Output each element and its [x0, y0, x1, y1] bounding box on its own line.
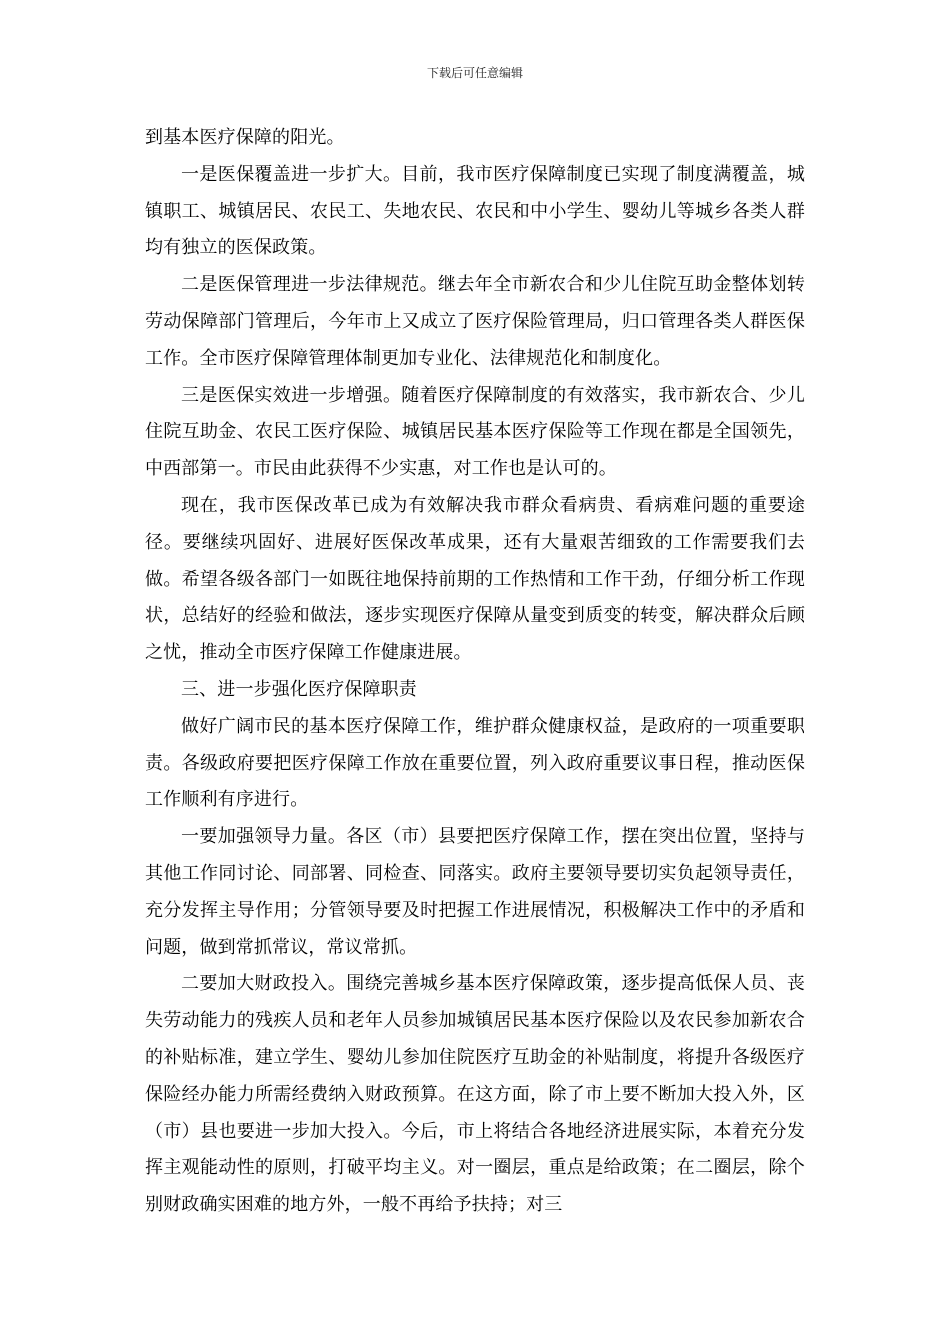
page-header: 下载后可任意编辑 [426, 66, 523, 80]
paragraph: 做好广阔市民的基本医疗保障工作，维护群众健康权益，是政府的一项重要职责。各级政府要把医疗保障工作放在重要位置，列入政府重要议事日程，推动医保工作顺利有序进行。 [145, 715, 805, 811]
paragraph: 到基本医疗保障的阳光。 [145, 127, 345, 148]
paragraph: 三是医保实效进一步增强。随着医疗保障制度的有效落实，我市新农合、少儿住院互助金、农民工医疗保险、城镇居民基本医疗保险等工作现在都是全国领先，中西部第一。市民由此获得不少实惠，对工作也是认可的。 [145, 384, 805, 480]
paragraph: 现在，我市医保改革已成为有效解决我市群众看病贵、看病难问题的重要途径。要继续巩固好、进展好医保改革成果，还有大量艰苦细致的工作需要我们去做。希望各级各部门一如既往地保持前期的工作热情和工作干劲，仔细分析工作现状，总结好的经验和做法，逐步实现医疗保障从量变到质变的转变，解决群众后顾之忧，推动全市医疗保障工作健康进展。 [145, 494, 805, 664]
paragraph: 二要加大财政投入。围绕完善城乡基本医疗保障政策，逐步提高低保人员、丧失劳动能力的残疾人员和老年人员参加城镇居民基本医疗保险以及农民参加新农合的补贴标准，建立学生、婴幼儿参加住院医疗互助金的补贴制度，将提升各级医疗保险经办能力所需经费纳入财政预算。在这方面，除了市上要不断加大投入外，区（市）县也要进一步加大投入。今后，市上将结合各地经济进展实际，本着充分发挥主观能动性的原则，打破平均主义。对一圈层，重点是给政策；在二圈层，除个别财政确实困难的地方外，一般不再给予扶持；对三 [145, 973, 805, 1216]
paragraph: 二是医保管理进一步法律规范。继去年全市新农合和少儿住院互助金整体划转劳动保障部门管理后，今年市上又成立了医疗保险管理局，归口管理各类人群医保工作。全市医疗保障管理体制更加专业化、法律规范化和制度化。 [145, 274, 805, 369]
paragraph: 一是医保覆盖进一步扩大。目前，我市医疗保障制度已实现了制度满覆盖，城镇职工、城镇居民、农民工、失地农民、农民和中小学生、婴幼儿等城乡各类人群均有独立的医保政策。 [145, 163, 805, 259]
document-body [145, 120, 805, 1224]
paragraph: 三、进一步强化医疗保障职责 [181, 678, 417, 700]
paragraph: 一要加强领导力量。各区（市）县要把医疗保障工作，摆在突出位置，坚持与其他工作同讨论、同部署、同检查、同落实。政府主要领导要切实负起领导责任，充分发挥主导作用；分管领导要及时把握工作进展情况，积极解决工作中的矛盾和问题，做到常抓常议，常议常抓。 [145, 826, 805, 958]
